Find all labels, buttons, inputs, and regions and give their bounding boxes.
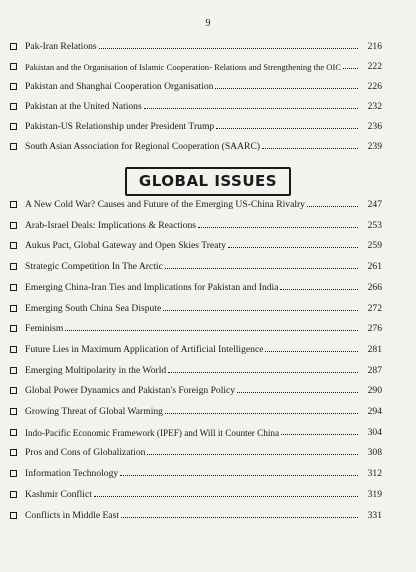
toc-entry-title: Pak-Iran Relations: [25, 41, 97, 52]
checkbox-icon: [10, 491, 17, 498]
checkbox-icon: [10, 284, 17, 291]
leader-dots: [307, 206, 358, 207]
leader-dots: [165, 268, 358, 269]
checkbox-icon: [10, 387, 17, 394]
leader-dots: [163, 310, 358, 311]
toc-entry-page: 236: [367, 121, 382, 132]
toc-entry[interactable]: [10, 196, 382, 210]
leader-dots: [99, 48, 358, 49]
leader-dots: [281, 434, 358, 435]
toc-entry-title: Arab-Israel Deals: Implications & Reactions: [25, 219, 197, 231]
checkbox-icon: [10, 143, 17, 150]
checkbox-icon: [10, 123, 17, 130]
checkbox-icon: [10, 367, 17, 374]
toc-entry[interactable]: [10, 486, 382, 500]
toc-entry-title: Future Lies in Maximum Application of Artificial Intelligence: [25, 343, 264, 355]
leader-dots: [165, 413, 358, 414]
toc-entry[interactable]: [10, 465, 382, 479]
toc-entry[interactable]: [10, 341, 382, 355]
checkbox-icon: [10, 429, 17, 436]
leader-dots: [265, 351, 358, 352]
checkbox-icon: [10, 242, 17, 249]
toc-entry[interactable]: [10, 78, 382, 92]
checkbox-icon: [10, 43, 17, 50]
leader-dots: [215, 88, 358, 89]
toc-entry-title: Emerging Multipolarity in the World: [25, 364, 167, 376]
checkbox-icon: [10, 408, 17, 415]
toc-entry[interactable]: [10, 118, 382, 132]
toc-entry-title: Feminism: [25, 323, 64, 335]
leader-dots: [94, 496, 358, 497]
toc-entry-title: Pakistan and Shanghai Cooperation Organisation: [25, 81, 214, 92]
checkbox-icon: [10, 201, 17, 208]
toc-entry[interactable]: [10, 403, 382, 417]
toc-entry-title: Information Technology: [25, 468, 119, 480]
toc-entry-title: Indo-Pacific Economic Framework (IPEF) and Will it Counter China: [25, 427, 280, 438]
toc-entry[interactable]: [10, 237, 382, 251]
section-heading: GLOBAL ISSUES: [125, 167, 291, 196]
toc-entry-page: 253: [367, 219, 382, 231]
toc-entry-title: Global Power Dynamics and Pakistan's Foreign Policy: [25, 385, 236, 397]
leader-dots: [65, 330, 358, 331]
toc-entry[interactable]: [10, 38, 382, 52]
toc-entry[interactable]: [10, 217, 382, 231]
toc-entry-title: Growing Threat of Global Warming: [25, 406, 163, 417]
toc-entry-page: 272: [367, 302, 382, 314]
toc-entry-page: 331: [367, 509, 382, 521]
toc-entry-title: Kashmir Conflict: [25, 488, 92, 500]
toc-entry-page: 247: [367, 199, 382, 210]
toc-entry[interactable]: [10, 507, 382, 521]
toc-entry-page: 308: [367, 447, 382, 459]
toc-entry-page: 290: [367, 385, 382, 397]
checkbox-icon: [10, 103, 17, 110]
toc-entry-page: 281: [367, 343, 382, 355]
toc-entry-page: 259: [367, 240, 382, 252]
toc-entry-title: Pakistan and the Organisation of Islamic Cooperation- Relations and Strengthening the OIC: [25, 62, 342, 72]
checkbox-icon: [10, 63, 17, 70]
toc-entry-title: Conflicts in Middle East: [25, 509, 120, 521]
toc-entry-page: 222: [367, 61, 382, 72]
toc-entry-title: Pakistan-US Relationship under President Trump: [25, 121, 215, 132]
toc-entry[interactable]: [10, 279, 382, 293]
leader-dots: [228, 247, 358, 248]
checkbox-icon: [10, 512, 17, 519]
checkbox-icon: [10, 263, 17, 270]
page-number: 9: [205, 18, 211, 29]
toc-entry-title: Pros and Cons of Globalization: [25, 447, 146, 459]
checkbox-icon: [10, 346, 17, 353]
leader-dots: [262, 148, 358, 149]
toc-entry-title: Strategic Competition In The Arctic: [25, 261, 163, 273]
toc-entry-page: 232: [367, 101, 382, 112]
checkbox-icon: [10, 305, 17, 312]
toc-entry[interactable]: [10, 58, 382, 72]
toc-entry-page: 226: [367, 81, 382, 92]
toc-entry-title: Aukus Pact, Global Gateway and Open Skies Treaty: [25, 240, 226, 252]
toc-entry-page: 312: [367, 468, 382, 480]
toc-entry-title: Pakistan at the United Nations: [25, 101, 142, 112]
leader-dots: [121, 517, 358, 518]
toc-entry-page: 294: [367, 406, 382, 417]
toc-entry-title: South Asian Association for Regional Cooperation (SAARC): [25, 141, 261, 152]
leader-dots: [120, 475, 358, 476]
toc-entry[interactable]: [10, 320, 382, 334]
toc-entry[interactable]: [10, 300, 382, 314]
toc-entry-page: 266: [367, 281, 382, 293]
checkbox-icon: [10, 470, 17, 477]
toc-entry-page: 239: [367, 141, 382, 152]
toc-entry[interactable]: [10, 444, 382, 458]
toc-entry[interactable]: [10, 98, 382, 112]
toc-entry[interactable]: [10, 382, 382, 396]
toc-entry-title: A New Cold War? Causes and Future of the Emerging US-China Rivalry: [25, 199, 305, 210]
checkbox-icon: [10, 83, 17, 90]
leader-dots: [343, 68, 358, 69]
toc-entry[interactable]: [10, 138, 382, 152]
toc-entry-title: Emerging South China Sea Dispute: [25, 302, 162, 314]
leader-dots: [198, 227, 358, 228]
checkbox-icon: [10, 222, 17, 229]
toc-entry-page: 261: [367, 261, 382, 273]
toc-entry[interactable]: [10, 424, 382, 438]
leader-dots: [168, 372, 358, 373]
section-heading-box: [0, 167, 416, 196]
toc-entry[interactable]: [10, 258, 382, 272]
toc-entry-page: 216: [367, 41, 382, 52]
toc-entry-page: 276: [367, 323, 382, 335]
toc-entry-title: Emerging China-Iran Ties and Implications for Pakistan and India: [25, 281, 279, 293]
leader-dots: [144, 108, 358, 109]
leader-dots: [280, 289, 358, 290]
leader-dots: [237, 392, 358, 393]
leader-dots: [216, 128, 358, 129]
toc-entry[interactable]: [10, 362, 382, 376]
toc-entry-page: 304: [367, 426, 382, 438]
toc-entry-page: 319: [367, 488, 382, 500]
leader-dots: [147, 454, 358, 455]
toc-entry-page: 287: [367, 364, 382, 376]
checkbox-icon: [10, 325, 17, 332]
checkbox-icon: [10, 449, 17, 456]
